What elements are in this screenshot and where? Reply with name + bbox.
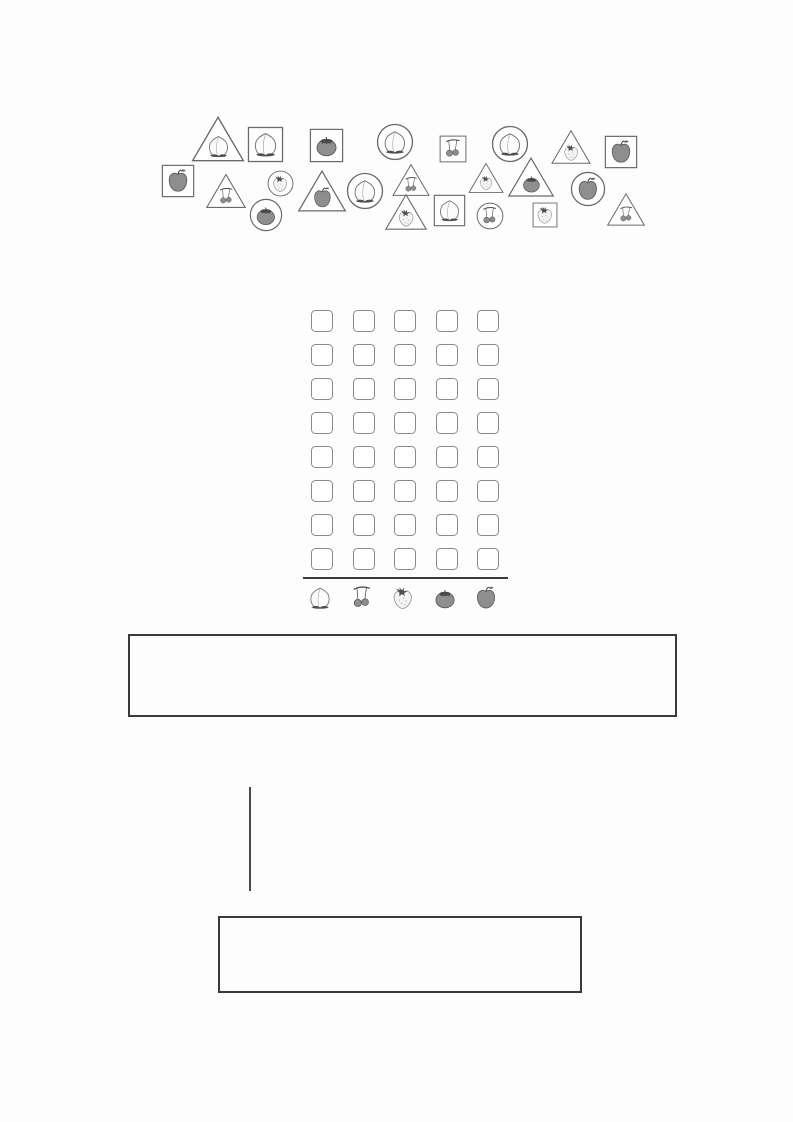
q2-count-table	[218, 916, 582, 993]
cluster-square-strawberry	[532, 202, 558, 228]
tally-box	[477, 480, 499, 502]
q2-axis-line	[249, 787, 251, 891]
tally-box	[394, 514, 416, 536]
cluster-triangle-apple	[295, 169, 349, 213]
q1-count-table	[128, 634, 677, 717]
tally-box	[353, 310, 375, 332]
tally-box	[477, 344, 499, 366]
tally-box	[311, 480, 333, 502]
tally-box	[394, 378, 416, 400]
tally-box	[436, 378, 458, 400]
tally-box	[394, 548, 416, 570]
cluster-circle-strawberry	[267, 170, 294, 197]
tally-box	[436, 344, 458, 366]
cluster-circle-peach	[376, 123, 414, 161]
tally-box	[353, 378, 375, 400]
tally-box	[394, 480, 416, 502]
cluster-triangle-strawberry	[384, 192, 428, 232]
q1-axis-apple-icon	[473, 585, 499, 611]
tally-box	[436, 412, 458, 434]
q1-axis-peach-icon	[307, 585, 333, 611]
tally-box	[311, 446, 333, 468]
cluster-square-apple	[604, 135, 638, 169]
tally-box	[311, 514, 333, 536]
q1-axis-cherry-icon	[349, 585, 375, 611]
tally-box	[353, 412, 375, 434]
tally-box	[353, 344, 375, 366]
cluster-triangle-cherry	[205, 172, 247, 210]
cluster-circle-peach	[346, 172, 384, 210]
tally-box	[394, 310, 416, 332]
cluster-square-peach	[247, 126, 284, 163]
cluster-square-tomato	[309, 128, 344, 163]
tally-box	[353, 548, 375, 570]
tally-box	[477, 446, 499, 468]
cluster-triangle-peach	[190, 115, 246, 163]
q1-axis-line	[303, 577, 508, 579]
q1-axis-tomato-icon	[432, 585, 458, 611]
cluster-triangle-tomato	[504, 156, 558, 198]
peach-icon	[307, 585, 333, 611]
tally-box	[353, 446, 375, 468]
tally-box	[477, 378, 499, 400]
tally-box	[394, 412, 416, 434]
tally-box	[477, 548, 499, 570]
cluster-triangle-cherry	[606, 191, 646, 228]
tally-box	[477, 310, 499, 332]
strawberry-icon	[390, 585, 416, 611]
tally-box	[353, 514, 375, 536]
cherry-icon	[349, 585, 375, 611]
cluster-circle-apple	[570, 171, 606, 207]
tally-box	[311, 344, 333, 366]
tally-box	[436, 514, 458, 536]
tally-box	[436, 446, 458, 468]
cluster-circle-tomato	[249, 198, 283, 232]
tally-box	[311, 310, 333, 332]
tally-box	[353, 480, 375, 502]
q1-tally-grid	[311, 310, 499, 570]
tally-box	[436, 480, 458, 502]
cluster-triangle-strawberry	[463, 162, 509, 194]
tally-box	[311, 412, 333, 434]
tally-box	[477, 514, 499, 536]
tally-box	[311, 548, 333, 570]
cluster-square-peach	[433, 194, 466, 227]
tally-box	[477, 412, 499, 434]
tally-box	[394, 446, 416, 468]
cluster-square-cherry	[439, 135, 467, 163]
tally-box	[436, 310, 458, 332]
tally-box	[311, 378, 333, 400]
apple-icon	[473, 585, 499, 611]
tally-box	[436, 548, 458, 570]
cluster-circle-cherry	[476, 202, 504, 230]
tomato-icon	[432, 585, 458, 611]
cluster-square-apple	[161, 164, 195, 198]
q1-axis-strawberry-icon	[390, 585, 416, 611]
tally-box	[394, 344, 416, 366]
